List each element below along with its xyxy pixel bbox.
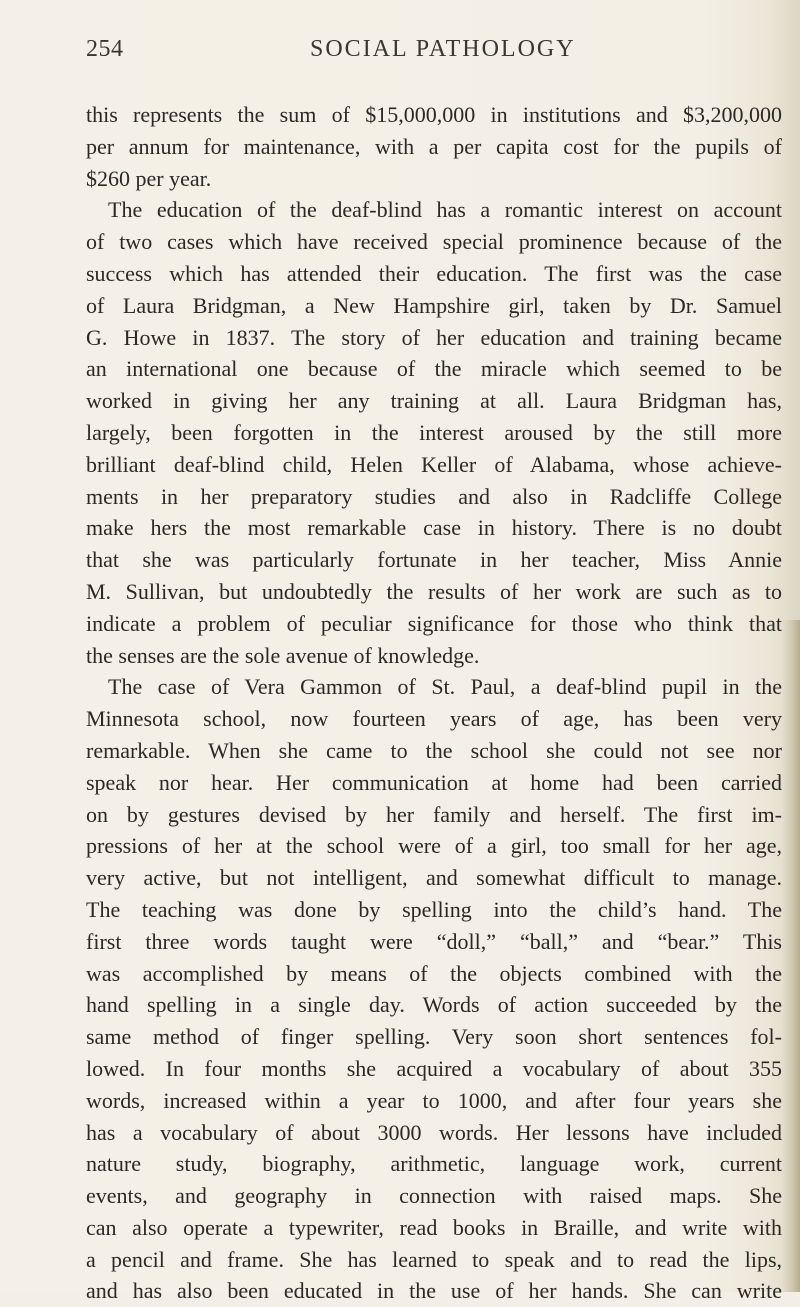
text-line: was accomplished by means of the objects combined with the (86, 960, 782, 986)
text-line: first three words taught were “doll,” “ball,” and “bear.” This (86, 928, 782, 954)
text-line: that she was particularly fortunate in her teacher, Miss Annie (86, 547, 782, 573)
text-line: and has also been educated in the use of her hands. She can write (86, 1278, 782, 1304)
text-line: has a vocabulary of about 3000 words. Her lessons have included (86, 1119, 782, 1145)
text-line: nature study, biography, arithmetic, language work, current (86, 1151, 782, 1177)
text-line: events, and geography in connection with raised maps. She (86, 1183, 782, 1209)
text-line: indicate a problem of peculiar significance for those who think that (86, 610, 782, 636)
page-edge-shadow (782, 620, 800, 1292)
text-line: on by gestures devised by her family and herself. The first im- (86, 801, 782, 827)
text-line: The case of Vera Gammon of St. Paul, a deaf-blind pupil in the (108, 674, 782, 700)
text-line: pressions of her at the school were of a girl, too small for her age, (86, 833, 782, 859)
text-line: speak nor hear. Her communication at home had been carried (86, 769, 782, 795)
text-line: of Laura Bridgman, a New Hampshire girl, taken by Dr. Samuel (86, 292, 782, 318)
text-line: worked in giving her any training at all. Laura Bridgman has, (86, 388, 782, 414)
page-header (86, 36, 714, 68)
text-line: G. Howe in 1837. The story of her education and training became (86, 324, 782, 350)
text-line: this represents the sum of $15,000,000 in institutions and $3,200,000 (86, 102, 782, 127)
body-text (86, 99, 782, 1307)
text-line: can also operate a typewriter, read books in Braille, and write with (86, 1214, 782, 1240)
text-line: make hers the most remarkable case in history. There is no doubt (86, 515, 782, 541)
text-line: of two cases which have received special prominence because of the (86, 229, 782, 255)
text-line: a pencil and frame. She has learned to speak and to read the lips, (86, 1246, 782, 1272)
running-head: SOCIAL PATHOLOGY (310, 36, 576, 62)
text-line: same method of finger spelling. Very soon short sentences fol- (86, 1024, 782, 1050)
page-number: 254 (86, 36, 124, 62)
text-line: an international one because of the miracle which seemed to be (86, 356, 782, 382)
text-line: the senses are the sole avenue of knowledge. (86, 642, 480, 668)
text-line: ments in her preparatory studies and also in Radcliffe College (86, 483, 782, 509)
text-line: largely, been forgotten in the interest aroused by the still more (86, 419, 782, 445)
text-line: The education of the deaf-blind has a romantic interest on account (108, 197, 782, 223)
text-line: very active, but not intelligent, and somewhat difficult to manage. (86, 865, 782, 891)
text-line: lowed. In four months she acquired a vocabulary of about 355 (86, 1055, 782, 1081)
text-line: brilliant deaf-blind child, Helen Keller of Alabama, whose achieve- (86, 451, 782, 477)
text-line: hand spelling in a single day. Words of action succeeded by the (86, 992, 782, 1018)
text-line: words, increased within a year to 1000, and after four years she (86, 1087, 782, 1113)
text-line: per annum for maintenance, with a per capita cost for the pupils of (86, 133, 782, 159)
text-line: Minnesota school, now fourteen years of age, has been very (86, 706, 782, 732)
text-line: $260 per year. (86, 165, 212, 191)
text-line: remarkable. When she came to the school she could not see nor (86, 737, 782, 763)
text-line: success which has attended their education. The first was the case (86, 260, 782, 286)
text-line: The teaching was done by spelling into the child’s hand. The (86, 896, 782, 922)
text-line: M. Sullivan, but undoubtedly the results of her work are such as to (86, 578, 782, 604)
